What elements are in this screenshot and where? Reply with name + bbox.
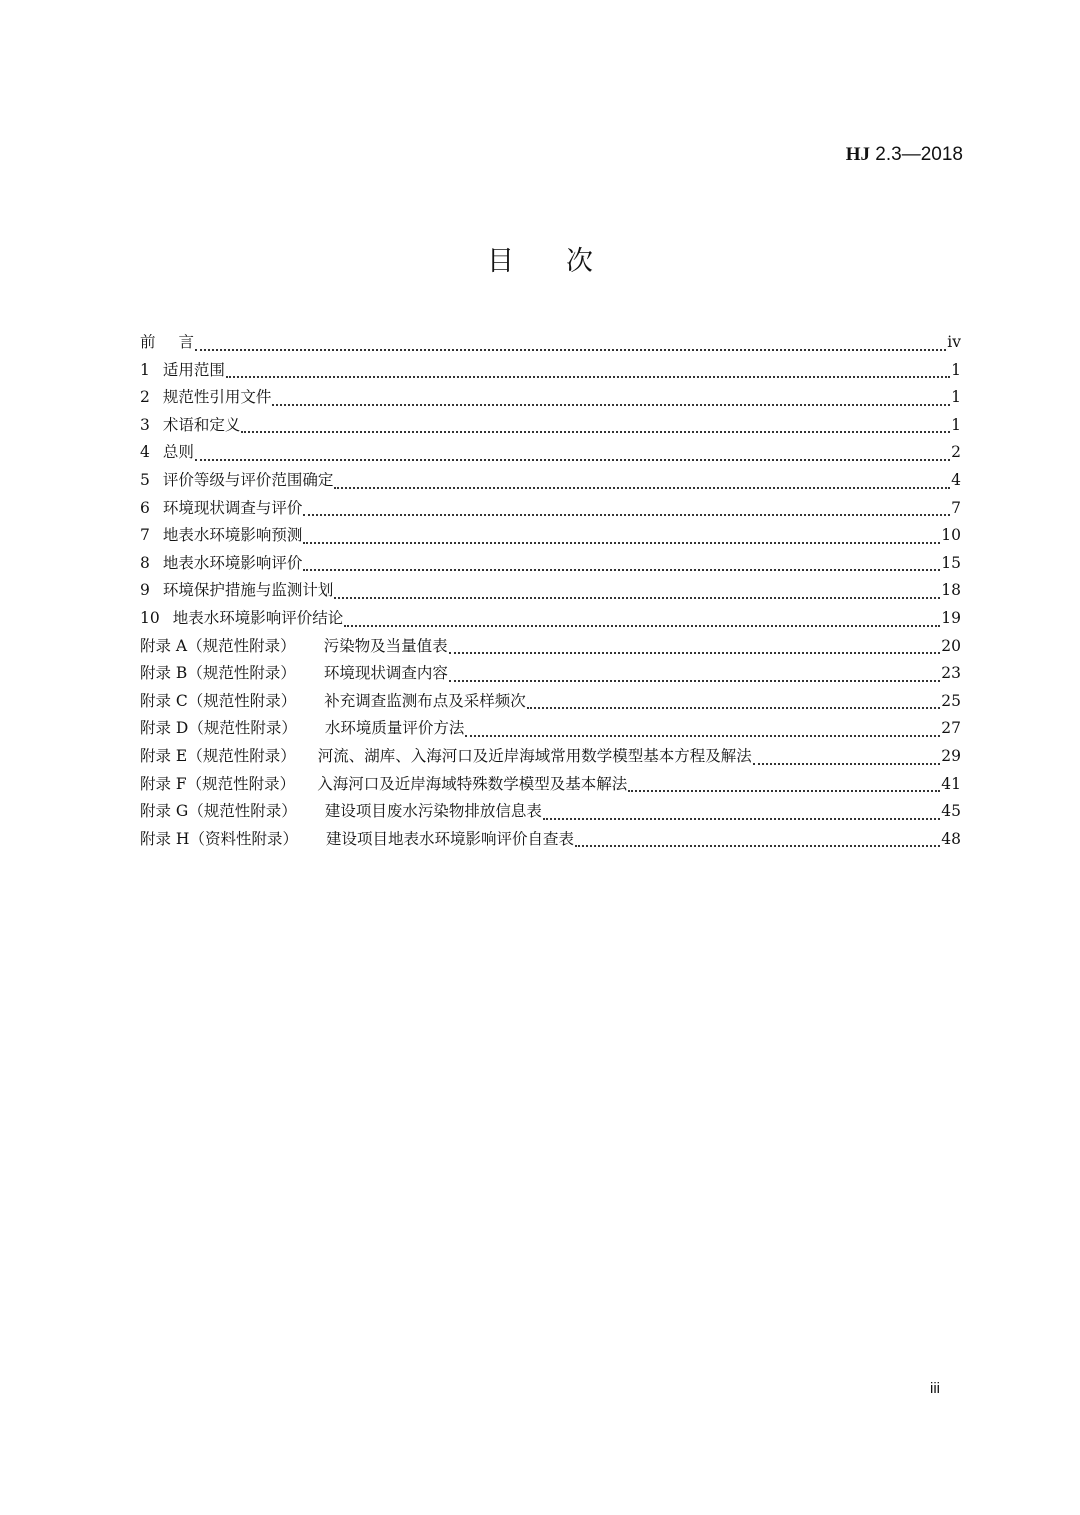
toc-entry-page: 7 — [951, 498, 961, 517]
document-code-number: 2.3—2018 — [870, 144, 963, 165]
toc-dot-leader — [465, 735, 940, 737]
toc-entry-title: 河流、湖库、入海河口及近岸海域常用数学模型基本方程及解法 — [317, 746, 752, 765]
toc-entry-title: 地表水环境影响评价结论 — [172, 608, 344, 627]
toc-entry-title: 规范性引用文件 — [162, 388, 272, 407]
toc-entry-number: 附录 D（规范性附录） — [140, 719, 297, 738]
toc-entry-page: 15 — [941, 553, 961, 572]
toc-entry[interactable] — [140, 634, 961, 662]
toc-dot-leader — [303, 569, 940, 571]
toc-entry[interactable] — [140, 827, 961, 855]
toc-dot-leader — [303, 542, 940, 544]
toc-entry-title: 地表水环境影响评价 — [162, 553, 303, 572]
toc-entry-number: 2 — [140, 388, 150, 407]
toc-entry-title: 污染物及当量值表 — [323, 636, 448, 655]
toc-entry-page: 48 — [941, 829, 961, 848]
toc-entry-number: 附录 A（规范性附录） — [140, 636, 296, 655]
toc-entry-number: 6 — [140, 498, 150, 517]
toc-entry[interactable] — [140, 385, 961, 413]
toc-entry[interactable] — [140, 523, 961, 551]
toc-entry-page: 10 — [941, 526, 961, 545]
toc-entry-title: 评价等级与评价范围确定 — [162, 470, 334, 489]
toc-entry-page: 29 — [941, 746, 961, 765]
toc-dot-leader — [753, 763, 941, 765]
toc-dot-leader — [334, 597, 940, 599]
toc-entry[interactable] — [140, 689, 961, 717]
document-code-prefix: HJ — [845, 144, 871, 165]
toc-entry-number: 1 — [140, 360, 150, 379]
toc-entry-number: 7 — [140, 526, 150, 545]
toc-dot-leader — [628, 790, 940, 792]
toc-entry-page: 23 — [941, 664, 961, 683]
toc-entry[interactable] — [140, 716, 961, 744]
toc-entry-title: 环境现状调查与评价 — [162, 498, 303, 517]
title-char-1: 目 — [487, 246, 514, 277]
toc-entry-number: 8 — [140, 553, 150, 572]
toc-entry-number: 附录 H（资料性附录） — [140, 829, 298, 848]
toc-entry-title: 地表水环境影响预测 — [162, 526, 303, 545]
toc-entry-page: 1 — [951, 415, 961, 434]
toc-entry-title: 入海河口及近岸海域特殊数学模型及基本解法 — [317, 774, 628, 793]
toc-dot-leader — [575, 845, 940, 847]
toc-dot-leader — [344, 625, 940, 627]
toc-entry-title: 建设项目地表水环境影响评价自查表 — [325, 829, 574, 848]
toc-entry-number: 10 — [140, 608, 160, 627]
toc-dot-leader — [195, 349, 946, 351]
toc-dot-leader — [543, 818, 940, 820]
toc-entry-page: iv — [947, 333, 961, 351]
toc-entry-page: 1 — [951, 388, 961, 407]
toc-dot-leader — [241, 431, 950, 433]
document-code — [846, 142, 963, 168]
toc-entry[interactable] — [140, 330, 961, 358]
toc-entry-title: 总则 — [162, 443, 194, 462]
toc-entry-page: 18 — [941, 581, 961, 600]
toc-entry-page: 41 — [941, 774, 961, 793]
toc-entry-page: 27 — [941, 719, 961, 738]
toc-entry-title: 适用范围 — [162, 360, 225, 379]
toc-entry-page: 2 — [951, 443, 961, 462]
toc-dot-leader — [527, 707, 940, 709]
title-char-2: 次 — [566, 246, 593, 277]
toc-entry-page: 4 — [951, 470, 961, 489]
toc-entry-title: 环境保护措施与监测计划 — [162, 581, 334, 600]
page-number: iii — [930, 1380, 940, 1397]
table-of-contents — [140, 330, 961, 854]
toc-entry-number: 4 — [140, 443, 150, 462]
toc-dot-leader — [226, 376, 950, 378]
toc-dot-leader — [272, 404, 950, 406]
toc-entry-number: 附录 E（规范性附录） — [140, 746, 296, 765]
toc-entry[interactable] — [140, 468, 961, 496]
toc-entry-page: 25 — [941, 691, 961, 710]
toc-entry[interactable] — [140, 496, 961, 524]
toc-entry-number: 附录 F（规范性附录） — [140, 774, 296, 793]
toc-dot-leader — [195, 459, 950, 461]
toc-entry-number: 3 — [140, 415, 150, 434]
toc-entry-title: 环境现状调查内容 — [323, 664, 448, 683]
toc-entry[interactable] — [140, 551, 961, 579]
toc-entry[interactable] — [140, 799, 961, 827]
toc-entry[interactable] — [140, 578, 961, 606]
page-title — [0, 242, 1080, 282]
toc-entry-title: 补充调查监测布点及采样频次 — [324, 691, 526, 710]
toc-entry[interactable] — [140, 772, 961, 800]
toc-entry-page: 20 — [941, 636, 961, 655]
toc-entry-title: 术语和定义 — [162, 415, 241, 434]
toc-dot-leader — [449, 680, 940, 682]
toc-entry-page: 45 — [941, 802, 961, 821]
toc-entry-number: 附录 B（规范性附录） — [140, 664, 296, 683]
toc-entry-number: 5 — [140, 470, 150, 489]
toc-entry-number: 9 — [140, 581, 150, 600]
toc-entry-number: 前 — [140, 333, 156, 351]
toc-dot-leader — [449, 652, 941, 654]
toc-entry-page: 19 — [941, 608, 961, 627]
toc-entry-number: 附录 G（规范性附录） — [140, 802, 297, 821]
toc-dot-leader — [303, 514, 950, 516]
toc-entry-title: 水环境质量评价方法 — [324, 719, 465, 738]
toc-entry[interactable] — [140, 413, 961, 441]
toc-entry-number: 附录 C（规范性附录） — [140, 691, 297, 710]
toc-entry-page: 1 — [951, 360, 961, 379]
toc-entry[interactable] — [140, 661, 961, 689]
toc-entry-title: 建设项目废水污染物排放信息表 — [324, 802, 542, 821]
toc-entry[interactable] — [140, 358, 961, 386]
toc-entry[interactable] — [140, 744, 961, 772]
toc-entry[interactable] — [140, 606, 961, 634]
toc-entry-title: 言 — [178, 333, 195, 351]
toc-entry[interactable] — [140, 440, 961, 468]
toc-dot-leader — [334, 487, 950, 489]
